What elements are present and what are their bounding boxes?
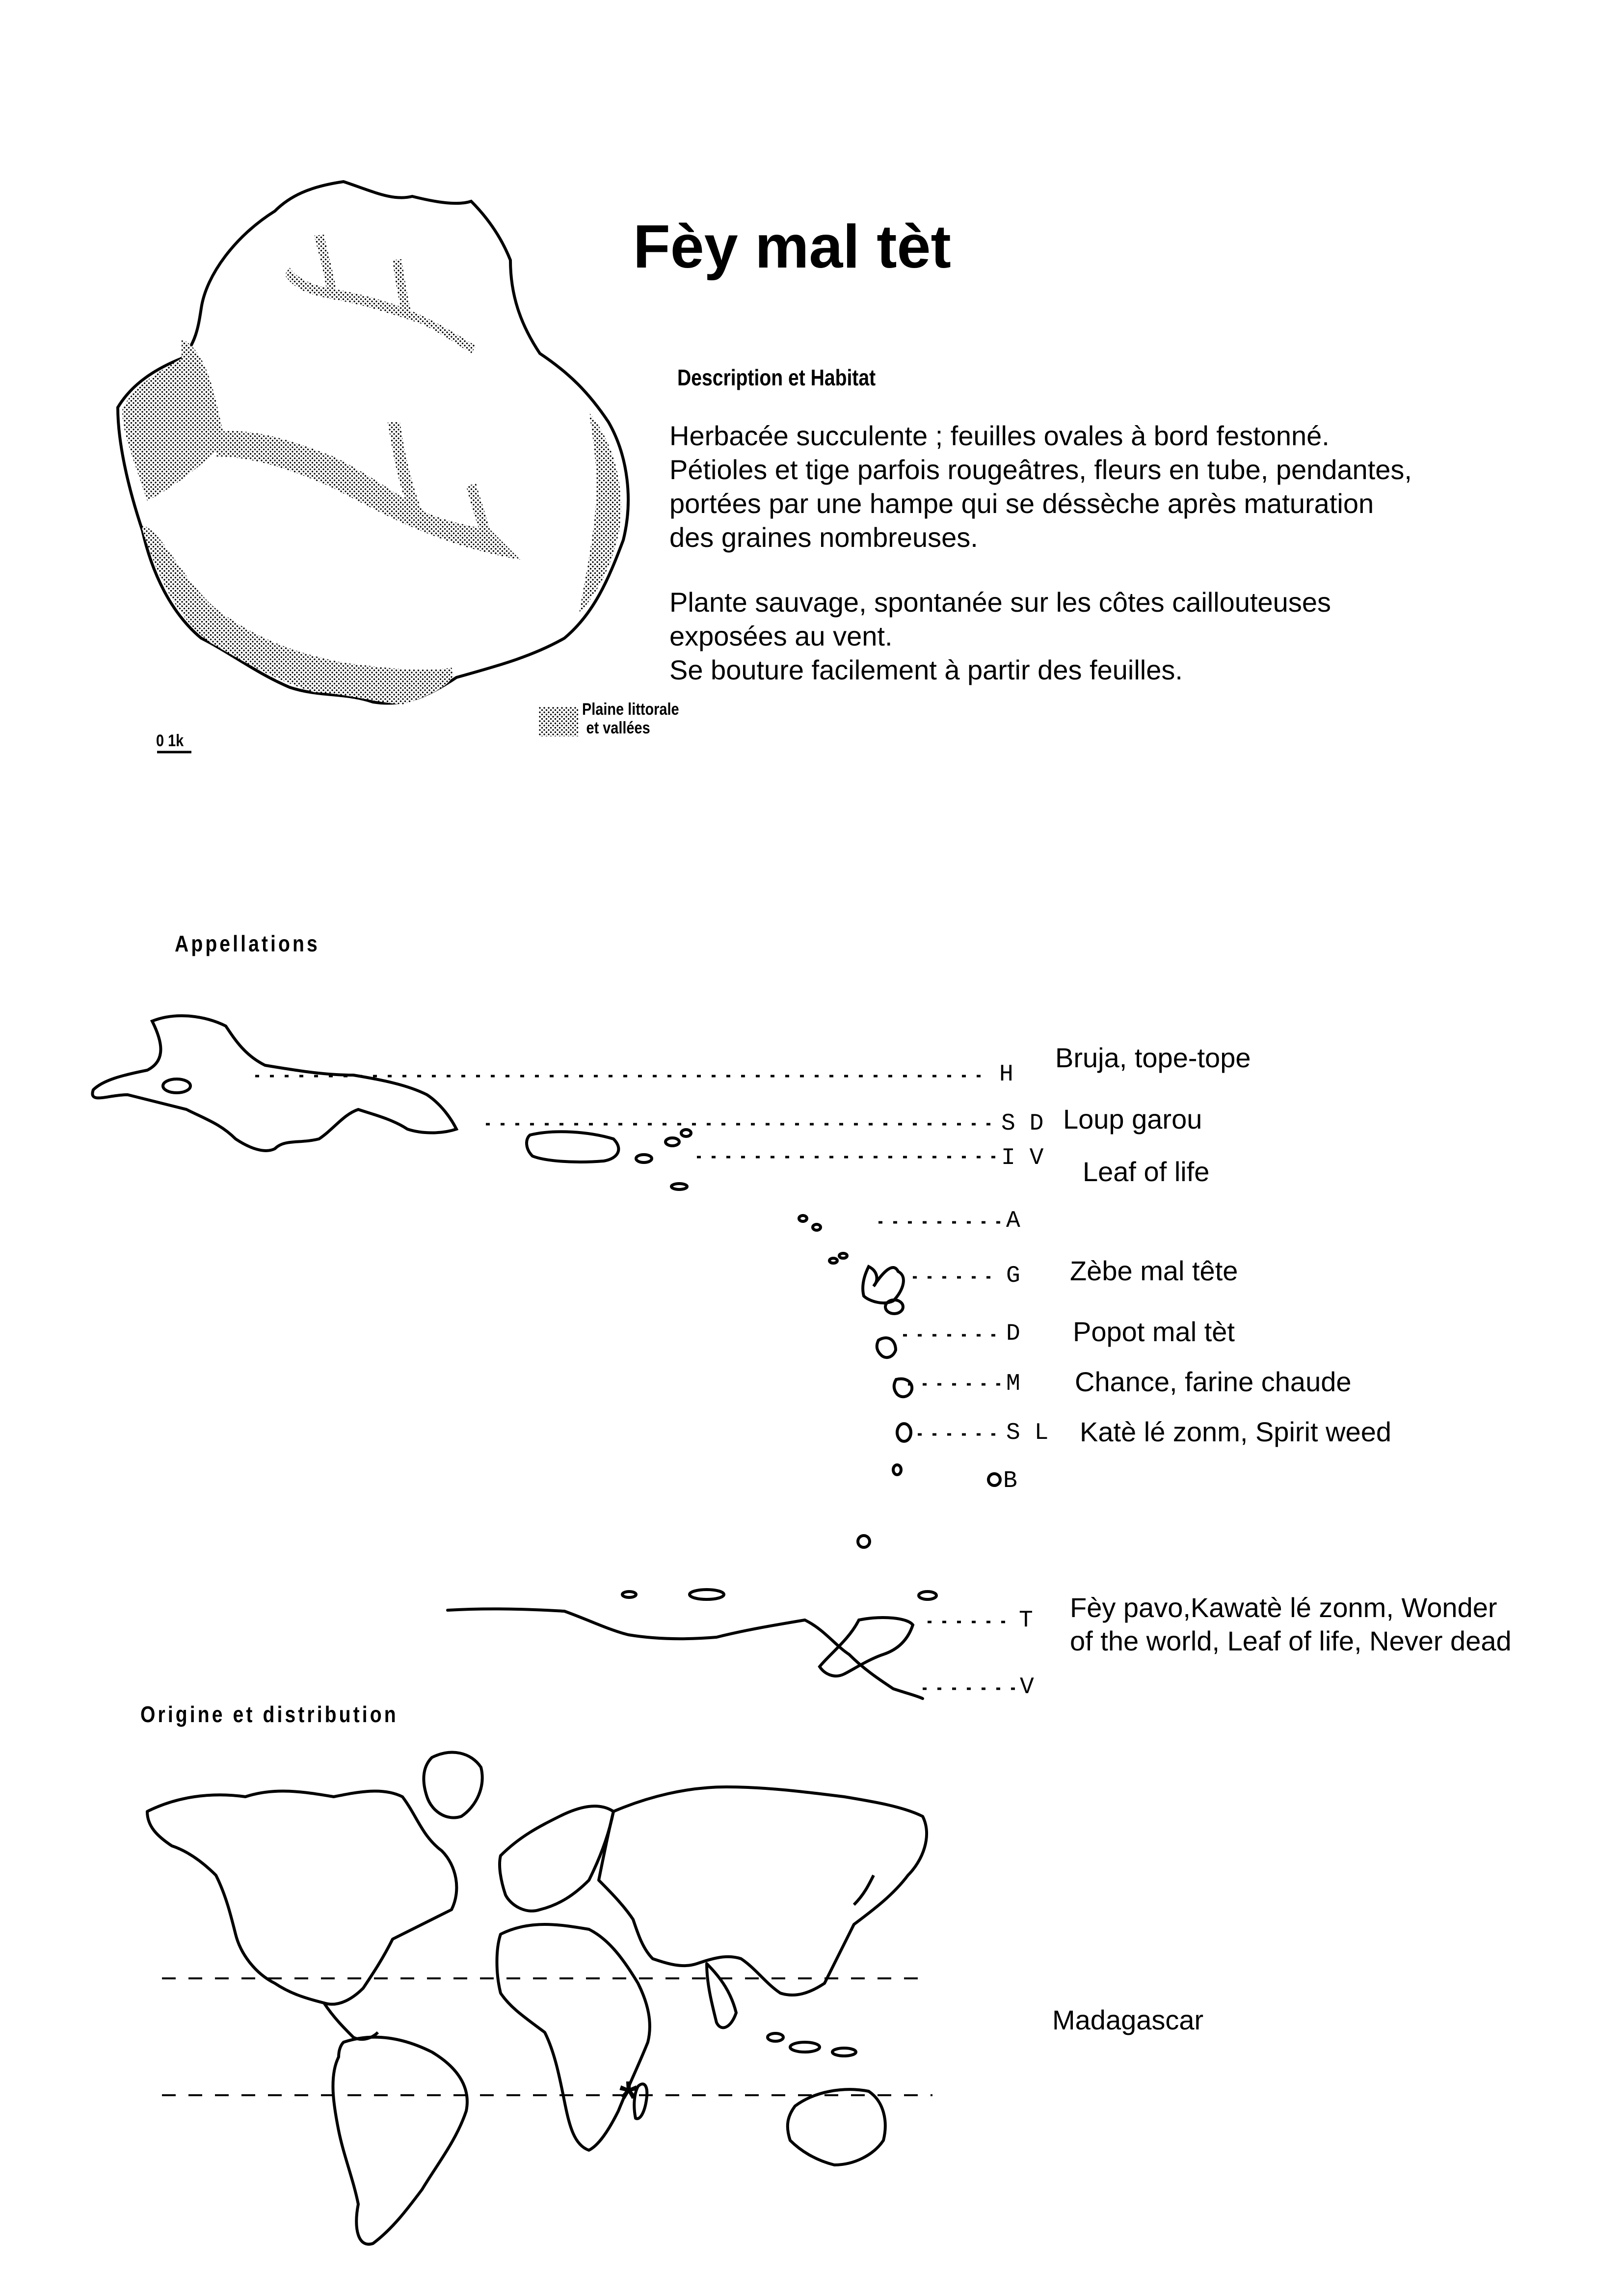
code-b: B <box>1003 1468 1017 1494</box>
islet <box>768 2033 783 2041</box>
description-line: des graines nombreuses. <box>669 522 978 553</box>
code-v: V <box>1020 1674 1034 1701</box>
south-america <box>333 2037 467 2244</box>
indonesia <box>790 2042 820 2052</box>
description-line: portées par une hampe qui se déssèche après maturation <box>669 488 1374 519</box>
code-h: H <box>999 1061 1013 1088</box>
code-sl: S L <box>1006 1420 1049 1446</box>
code-sd: S D <box>1001 1110 1044 1137</box>
name-dominica: Popot mal tèt <box>1073 1316 1235 1347</box>
asia <box>599 1787 927 1995</box>
japan <box>854 1875 874 1905</box>
europe <box>500 1806 613 1911</box>
legend-line1: Plaine littorale <box>582 700 679 719</box>
description-line: Herbacée succulente ; feuilles ovales à bord festonné. <box>669 420 1330 451</box>
code-g: G <box>1006 1263 1020 1289</box>
name-haiti: Bruja, tope-tope <box>1055 1042 1251 1073</box>
central-america <box>324 2003 378 2039</box>
appellations-heading: Appellations <box>175 931 320 956</box>
code-m: M <box>1006 1371 1020 1397</box>
australia <box>788 2089 885 2165</box>
name-virgin-islands: Leaf of life <box>1083 1156 1210 1187</box>
habitat-line: Se bouture facilement à partir des feuilles. <box>669 654 1183 685</box>
india <box>707 1964 736 2027</box>
habitat-line: Plante sauvage, spontanée sur les côtes caillouteuses <box>669 587 1331 618</box>
code-iv: I V <box>1001 1145 1044 1171</box>
islet <box>832 2048 856 2056</box>
madagascar-marker: * <box>619 2072 638 2124</box>
code-t: T <box>1019 1607 1033 1634</box>
name-guadeloupe: Zèbe mal tête <box>1070 1255 1238 1286</box>
name-trinidad: Fèy pavo,Kawatè lé zonm, Wonder <box>1070 1592 1497 1623</box>
north-america <box>147 1791 456 2004</box>
code-a: A <box>1006 1208 1020 1234</box>
name-santo-domingo: Loup garou <box>1063 1104 1202 1134</box>
name-venezuela: of the world, Leaf of life, Never dead <box>1070 1625 1512 1656</box>
page-title: Fèy mal tèt <box>633 213 951 281</box>
name-martinique: Chance, farine chaude <box>1075 1366 1352 1397</box>
origin-place: Madagascar <box>1052 2004 1204 2035</box>
greenland <box>424 1753 482 1818</box>
scale-label: 0 1k <box>156 731 184 750</box>
origin-heading: Origine et distribution <box>140 1702 399 1727</box>
habitat-line: exposées au vent. <box>669 621 893 651</box>
description-line: Pétioles et tige parfois rougeâtres, fleurs en tube, pendantes, <box>669 454 1412 485</box>
description-heading: Description et Habitat <box>677 365 876 390</box>
legend-line2: et vallées <box>586 719 650 737</box>
name-st-lucia: Katè lé zonm, Spirit weed <box>1080 1416 1391 1447</box>
code-d: D <box>1006 1321 1020 1347</box>
